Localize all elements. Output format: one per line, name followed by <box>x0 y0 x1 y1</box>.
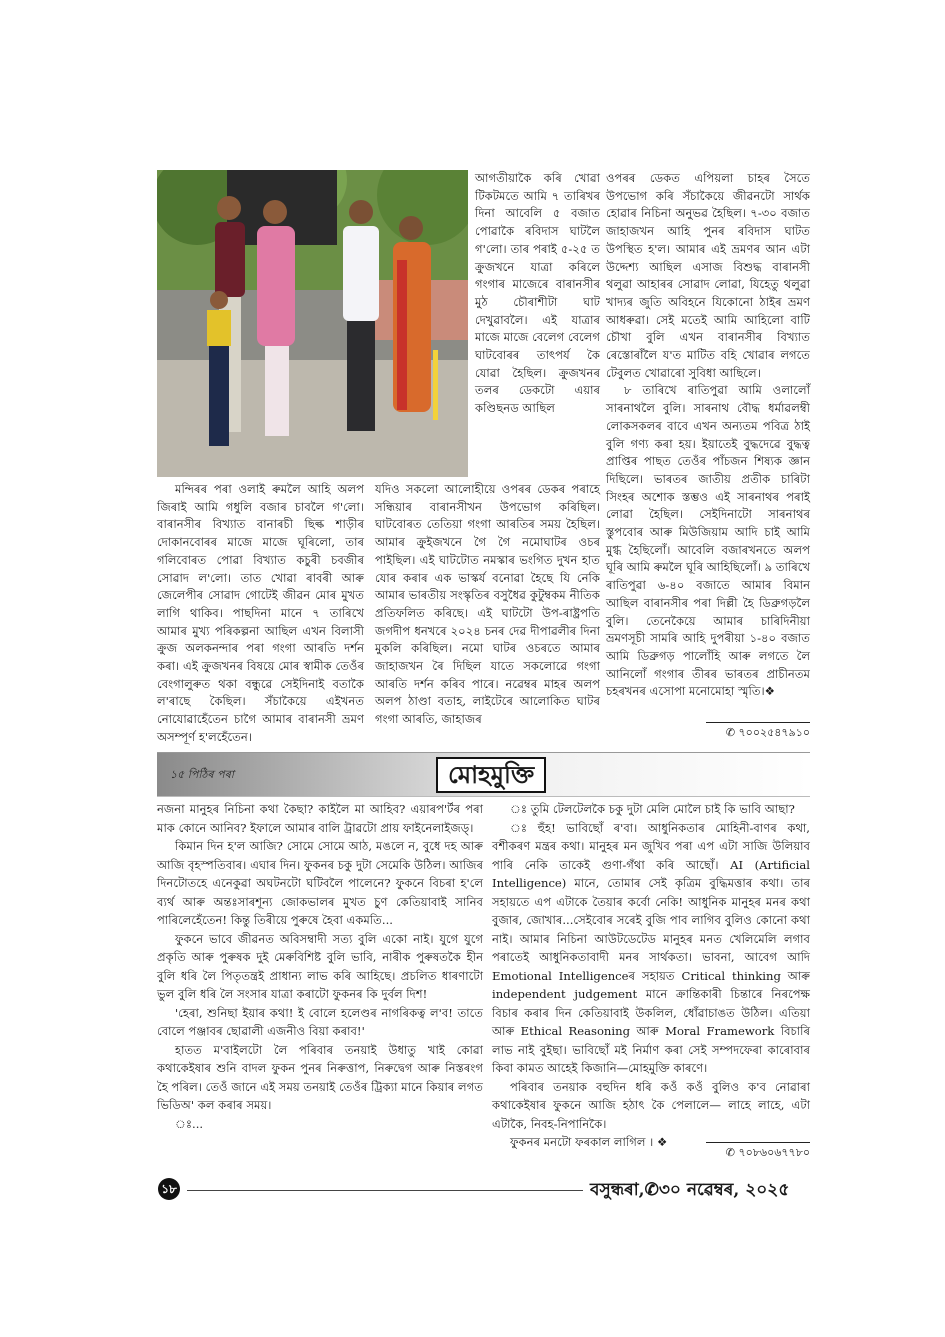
continued-from-note: ১৫ পিঠিৰ পৰা <box>170 768 234 781</box>
article-column-left-lower <box>157 481 364 747</box>
masthead: বসুন্ধৰা,✆৩০ নৱেম্বৰ, ২০২৫ <box>590 1180 790 1200</box>
paragraph: হাতত ম'বাইলটো লৈ পৰিবাৰ তনয়াই উধাতু খাই কোৱা কথাকেইষাৰ শুনি বাদল ফুকন পুনৰ নিৰুত্তাপ, নিৰুদ্বেগ আৰু নিস্তৰংগ হৈ পৰিল। তেওঁ জানে এই সময় তনয়াই তেওঁৰ ট্ৰিক্যা মানে কিয়াৰ লগত ভিডিঅ' কল কৰাৰ সময়। <box>157 1042 483 1112</box>
paragraph: ঃ হুঁহ! ভাবিছোঁ ৰ'বা। আধুনিকতাৰ মোহিনী-বাণৰ কথা, বশীকৰণ মন্ত্ৰৰ কথা। মানুহৰ মন জুখিব পৰা এপ এটা সাজি উলিয়াব পাৰি নেকি তাকেই গুণা-গঁথা কৰি আছোঁ। AI (Artificial Intelligence) মানে, তোমাৰ সেই কৃত্ৰিম বুদ্ধিমত্তাৰ কথা। তাৰ সহায়তে এপ এটাকে তৈয়াৰ কৰ্বো নেকি! আধুনিক মানুহৰ মনৰ কথা বুজাৰ, জোখাৰ...সেইবোৰ সৰেই বুজি পাব লাগিব বুলিও কোনো কথা নাই। আমাৰ নিচিনা আউটডেটেড মানুহৰ মনত খেলিমেলি লগাব পৰাতেই আধুনিকতাবাদী মনৰ সাৰ্থকতা। ভাবনা, আবেগ আদি Emotional Intelligenceৰ সহায়ত Critical thinking আৰু independent judgement মানে ক্ৰান্তিকাৰী চিন্তাৰে নিৰপেক্ষ বিচাৰ কৰাৰ দিন কেতিয়াবাই উকলিল, ধোঁৱাচাঙত উঠিল। এতিয়া আৰু Ethical Reasoning আৰু Moral Framework বিচাৰি লাভ নাই বুইছা। ভাবিছোঁ মই নিৰ্মাণ কৰা সেই সম্পদফেৰা কাৰোবাৰ কিবা কামত আহেই কিজানি—মোহমুক্তি কাৰণে। <box>492 820 810 1075</box>
paragraph: ফুকনৰ মনটো ফৰকাল লাগিল । ❖ <box>510 1135 668 1149</box>
story-title: মোহমুক্তি <box>436 757 546 793</box>
paragraph: আগতীয়াকৈ কৰি খোৱা টিকটমতে আমি ৭ তাৰিখৰ দিনা আবেলি ৫ বজাত পোৱাকৈ ৰবিদাস ঘাটলৈ গ'লো। তাৰ পৰাই ৫-২৫ ত ক্ৰুজখনে যাত্ৰা কৰিলে গংগাৰ মাজেৰে বাৰানসীৰ মুঠ চৌৰাশীটা ঘাট দেখুৱাবলৈ। এই যাত্ৰাৰ মাজে মাজে বেলেগ বেলেগ ঘাটবোৰৰ তাৎপৰ্য কৈ যোৱা হৈছিল। ক্ৰুজখনৰ তলৰ ডেকটো এয়াৰ কণ্ডিছনড আছিল <box>475 171 600 416</box>
paragraph: ওপৰৰ ডেকত এপিয়লা চাহৰ সৈতে উপভোগ কৰি সঁচাকৈয়ে জীৱনটো সাৰ্থক হোৱাৰ নিচিনা অনুভৱ হৈছিল। ৭-৩০ বজাত জাহাজখন আহি পুনৰ ৰবিদাস ঘাটত উপস্থিত হ'ল। আমাৰ এই ভ্ৰমণৰ আন এটা উদ্দেশ্য আছিল এসাজ বিশুদ্ধ বাৰানসী থলুৱা আহাৰৰ সোৱাদ লোৱা, যিহেতু থলুৱা খাদ্যৰ জুতি অবিহনে যিকোনো ঠাইৰ ভ্ৰমণ আধৰুৱা। সেই মতেই আমি আহিলো বাটি চৌখা বুলি এখন বাৰানসীৰ বিখ্যাত ৰেস্তোৰাঁলৈ য'ত মাটিত বহি খোৱাৰ লগতে টেবুলত খোৱাৰো সুবিধা আছিলে। <box>606 171 810 380</box>
page-number: ১৮ <box>158 1178 180 1200</box>
paragraph: ফুকনে ভাবে জীৱনত অবিসম্বাদী সত্য বুলি একো নাই। যুগে যুগে প্ৰকৃতি আৰু পুৰুষক দুই মেৰুবিশিষ্ট বুলি ভাবি, নাৰীক পুৰুষতকৈ হীন বুলি ধৰি লৈ পিতৃতন্ত্ৰই প্ৰাধান্য লাভ কৰি আহিছে। প্ৰচলিত ধাৰণাটো ভুল বুলি ধৰি লৈ সংসাৰ যাত্ৰা কৰাটো ফুকনৰ কি দুৰ্বল দিশ! <box>157 931 483 1001</box>
author-phone: ✆ ৭০০২৫৪৭৯১০ <box>706 722 810 743</box>
paragraph: ঃ তুমি টেলটেলকৈ চকু দুটা মেলি মোলৈ চাই কি ভাবি আছা? <box>510 802 795 816</box>
story-right-paragraphs <box>492 800 810 1152</box>
paragraph: ৮ তাৰিখে ৰাতিপুৱা আমি ওলালোঁ সাৰনাথলৈ বুলি। সাৰনাথ বৌদ্ধ ধৰ্মাৱলম্বী লোকসকলৰ বাবে এখন অন্যতম পবিত্ৰ ঠাই বুলি গণ্য কৰা হয়। ইয়াতেই বুদ্ধদেৱে বুদ্ধত্ব প্ৰাপ্তিৰ পাছত তেওঁৰ পাঁচজন শিষ্যক জ্ঞান দিছিলে। ভাৰতৰ জাতীয় প্ৰতীক চাৰিটা সিংহৰ অশোক স্তম্ভও এই সাৰনাথৰ পৰাই লোৱা হৈছিল। সেইদিনাটো সাৰনাথৰ স্তুপবোৰ আৰু মিউজিয়াম আদি চাই আমি মুগ্ধ হৈছিলোঁ। আবেলি বজাৰখনতে অলপ ঘূৰি আমি ৰুমলৈ ঘূৰি আহিছিলোঁ। ৯ তাৰিখে ৰাতিপুৱা ৬-৪০ বজাতে আমাৰ বিমান আছিল বাৰানসীৰ পৰা দিল্লী হৈ ডিব্ৰুগড়লৈ বুলি। তেনেকৈয়ে আমাৰ চাৰিদিনীয়া ভ্ৰমণসূচী সামৰি আহি দুপৰীয়া ১-৪০ বজাত আমি ডিব্ৰুগড় পালোঁহি আৰু লগতে লৈ আনিলোঁ গংগাৰ তীৰৰ ভাৰতৰ প্ৰাচীনতম চহৰখনৰ এসোপা মনোমোহা স্মৃতি।❖ <box>606 383 810 699</box>
story-author-phone: ✆ ৭০৮৬০৬৭৭৮০ <box>706 1142 810 1163</box>
story-column-left <box>157 800 483 1133</box>
story-left-paragraphs <box>157 800 483 1133</box>
paragraph: মন্দিৰৰ পৰা ওলাই ৰুমলৈ আহি অলপ জিৰাই আমি গধুলি বজাৰ চাবলৈ গ'লো। বাৰানসীৰ বিখ্যাত বানাৰচী ছিল্ক শাড়ীৰ দোকানবোৰৰ মাজে মাজে ঘূৰিলো, তাৰ গলিবোৰত পোৱা বিখ্যাত কচুৰী চবজীৰ সোৱাদ ল'লো। তাত খোৱা ৰাবৰী আৰু জেলেপীৰ সোৱাদ গোটেই জীৱন মোৰ মুখত লাগি থাকিব। পাছদিনা মানে ৭ তাৰিখে আমাৰ মুখ্য পৰিকল্পনা আছিল এখন বিলাসী ক্ৰুজ অলকনন্দাৰ পৰা গংগা আৰতি দৰ্শন কৰা। এই ক্ৰুজখনৰ বিষয়ে মোৰ স্বামীক তেওঁৰ বেংগালুৰুত থকা বন্ধুৱে সেইদিনাই বতাকৈ ল'ৰাছে কৈছিল। সঁচাকৈয়ে এইখনত নোযোৱাহেঁতেন চাগৈ আমাৰ বাৰানসী ভ্ৰমণ অসম্পূৰ্ণ হ'লহেঁতেন। <box>157 482 364 744</box>
article-column-middle-upper <box>475 170 600 418</box>
paragraph: ঃ... <box>175 1116 204 1131</box>
story-column-right <box>492 800 810 1152</box>
article-column-middle-lower <box>375 481 600 729</box>
paragraph: যদিও সকলো আলোহীয়ে ওপৰৰ ডেকৰ পৰাহে সন্ধিয়াৰ বাৰানসীখন উপভোগ কৰিছিল। ঘাটবোৰত তেতিয়া গংগা আৰতিৰ সময় হৈছিল। আমাৰ ক্ৰুইজখনে গৈ গৈ নমোঘাটৰ ওচৰ পাইছিল। এই ঘাটটোত নমস্কাৰ ভংগিত দুখন হাত যোৰ কৰাৰ এক ভাস্কৰ্য বনোৱা হৈছে যি নেকি আমাৰ ভাৰতীয় সংস্কৃতিৰ বসুধৈৱ কুটুম্বকম নীতিক প্ৰতিফলিত কৰিছে। এই ঘাটটো উপ-ৰাষ্ট্ৰপতি জগদীপ ধনখৰে ২০২৪ চনৰ দেৱ দীপাৱলীৰ দিনা মুকলি কৰিছিল। নমো ঘাটৰ ওচৰতে আমাৰ জাহাজখন ৰৈ দিছিল যাতে সকলোৱে গংগা আৰতি দৰ্শন কৰিব পাৰে। নৱেম্বৰ মাহৰ অলপ অলপ ঠাণ্ডা বতাহ, লাইটেৰে আলোকিত ঘাটৰ গংগা আৰতি, জাহাজৰ <box>375 482 600 727</box>
paragraph: পৰিবাৰ তনয়াক বহুদিন ধৰি কওঁ কওঁ বুলিও ক'ব নোৱাৰা কথাকেইষাৰ ফুকনে আজি হঠাৎ কৈ পেলালে— লাহে লাহে, এটা এটাকৈ, নিবহ-নিপানিকৈ। <box>492 1079 810 1131</box>
family-photo <box>157 170 468 477</box>
family-photo-illustration <box>157 170 468 477</box>
paragraph: নজনা মানুহৰ নিচিনা কথা কৈছা? কাইলৈ মা আহিব? এয়াৰপ'ৰ্টৰ পৰা মাক কোনে আনিব? ইফালে আমাৰ বালি ট্ৰাৱটো প্ৰায় ফাইনেলাইজড্। <box>157 802 483 835</box>
article-column-right <box>606 170 810 701</box>
footer-divider <box>187 1190 583 1191</box>
paragraph: 'হেৰা, শুনিছা ইয়াৰ কথা! ই বোলে হলেণ্ডৰ নাগৰিকত্ব ল'ব! তাতে বোলে পঞ্জাবৰ ছোৱালী এজনীও বিয়া কৰাব!' <box>157 1005 483 1038</box>
paragraph: কিমান দিন হ'ল আজি? সোমে সোমে আঠ, মঙলে ন, বুধে দহ আৰু আজি বৃহস্পতিবাৰ। এঘাৰ দিন। ফুকনৰ চকু দুটা সেমেকি উঠিল। আজিৰ দিনটোতহে এনেকুৱা অঘটনটো ঘটিবলৈ পালেনে? ফুকনে বিচৰা হ'লে ব্যৰ্থ আৰু অন্তঃসাৰশূন্য জোকভালৰ মুখত চুণ কেতিয়াবাই সানিব পাৰিলেহেঁতেন! কিন্তু তিৰীয়ে পুৰুষে হৈবা একমতি... <box>157 839 483 927</box>
